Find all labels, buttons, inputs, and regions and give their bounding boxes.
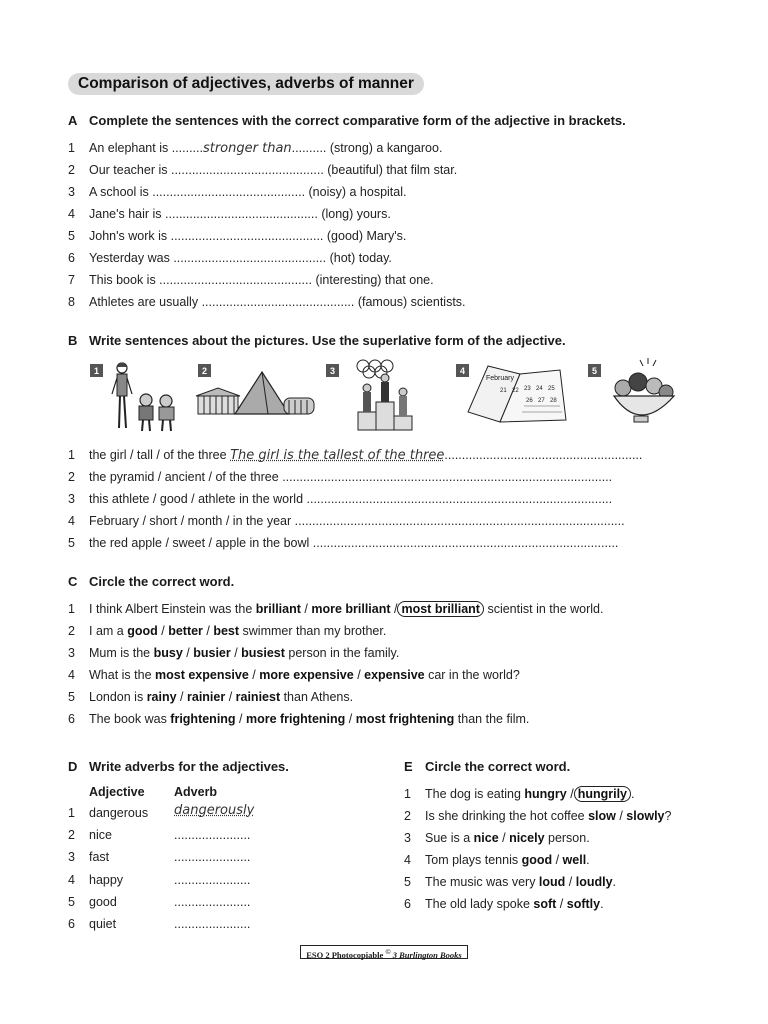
- svg-text:24: 24: [536, 386, 543, 392]
- svg-text:3: 3: [329, 366, 336, 376]
- option-2[interactable]: softly: [566, 897, 601, 911]
- exercise-b-item-3: [68, 492, 748, 508]
- option-2[interactable]: well: [562, 853, 587, 867]
- adjective-column-header: Adjective: [89, 785, 145, 799]
- item-number: 5: [68, 536, 75, 550]
- adjective: dangerous: [89, 806, 149, 820]
- exercise-a-item-2: [68, 163, 748, 179]
- item-text: Is she drinking the hot coffee slow / slowly?: [425, 809, 672, 823]
- item-number: 1: [68, 448, 75, 462]
- item-text: Mum is the busy / busier / busiest person in the family.: [89, 646, 400, 660]
- item-text: What is the most expensive / more expensive / expensive car in the world?: [89, 668, 520, 682]
- answer-blank[interactable]: ............................................: [173, 251, 327, 265]
- page-title: Comparison of adjectives, adverbs of manner: [68, 73, 424, 95]
- answer-blank[interactable]: ......................: [174, 917, 251, 931]
- section-letter: B: [68, 333, 78, 348]
- item-text: Jane's hair is ............................................ (long) yours.: [89, 207, 391, 221]
- item-number: 2: [68, 624, 75, 638]
- answer-blank[interactable]: ............................................: [159, 273, 312, 287]
- answer-blank[interactable]: ............................................: [152, 185, 306, 199]
- option-2[interactable]: better: [168, 624, 203, 638]
- item-number: 6: [404, 897, 411, 911]
- pictures-row: [88, 356, 688, 438]
- item-number: 3: [404, 831, 411, 845]
- option-3[interactable]: most frightening: [355, 712, 455, 726]
- option-1[interactable]: slow: [588, 809, 616, 823]
- section-letter: C: [68, 574, 78, 589]
- section-letter: E: [404, 759, 413, 774]
- section-instruction: Write sentences about the pictures. Use the superlative form of the adjective.: [89, 333, 566, 348]
- section-letter: A: [68, 113, 78, 128]
- item-number: 1: [68, 602, 75, 616]
- copyright-footer: [300, 945, 468, 959]
- answer-blank[interactable]: ............................................: [170, 163, 324, 177]
- item-number: 2: [404, 809, 411, 823]
- item-text: February / short / month / in the year ...............................................................................................: [89, 514, 625, 528]
- item-number: 1: [68, 806, 75, 820]
- exercise-e-item-2: [404, 809, 744, 825]
- item-text: An elephant is .........stronger than.......... (strong) a kangaroo.: [89, 141, 443, 156]
- picture-2-monuments-illustration: [196, 364, 314, 414]
- item-number: 7: [68, 273, 75, 287]
- exercise-d-item-1: [68, 803, 368, 824]
- exercise-b-item-2: [68, 470, 748, 486]
- exercise-d-item-6: [68, 917, 368, 933]
- svg-text:27: 27: [538, 398, 545, 404]
- svg-text:2: 2: [201, 366, 208, 376]
- exercise-e-item-6: [404, 897, 744, 913]
- exercise-a-item-5: [68, 229, 748, 245]
- section-c-heading: [68, 574, 748, 590]
- item-text: the red apple / sweet / apple in the bowl ........................................................................................: [89, 536, 619, 550]
- item-text: A school is ............................................ (noisy) a hospital.: [89, 185, 407, 199]
- handwritten-answer: dangerously: [174, 803, 255, 818]
- answer-blank[interactable]: ............................................: [170, 229, 324, 243]
- option-1[interactable]: frightening: [170, 712, 236, 726]
- option-1[interactable]: rainy: [146, 690, 177, 704]
- svg-text:26: 26: [526, 398, 533, 404]
- adjective: fast: [89, 850, 110, 864]
- item-text: The old lady spoke soft / softly.: [425, 897, 604, 911]
- item-number: 5: [404, 875, 411, 889]
- adjective: happy: [89, 873, 124, 887]
- item-text: Tom plays tennis good / well.: [425, 853, 590, 867]
- option-1[interactable]: brilliant: [255, 602, 301, 616]
- item-number: 1: [68, 141, 75, 155]
- item-text: The dog is eating hungry / hungrily .: [425, 787, 635, 801]
- item-text: this athlete / good / athlete in the world ........................................................................................: [89, 492, 613, 506]
- copyright-mark: ©: [385, 948, 391, 956]
- option-2[interactable]: more brilliant: [311, 602, 391, 616]
- item-number: 3: [68, 492, 75, 506]
- item-text: The music was very loud / loudly.: [425, 875, 617, 889]
- exercise-a-item-3: [68, 185, 748, 201]
- section-b-heading: [68, 333, 748, 349]
- picture-5-fruit-bowl-illustration: [588, 358, 674, 422]
- picture-4-calendar-illustration: [456, 364, 566, 422]
- section-instruction: Circle the correct word.: [425, 759, 571, 774]
- answer-blank[interactable]: ........................................................................................: [306, 492, 613, 506]
- option-2[interactable]: rainier: [187, 690, 226, 704]
- item-number: 4: [68, 873, 75, 887]
- footer-text: ESO 2 Photocopiable: [306, 949, 384, 960]
- exercise-e-item-1: [404, 787, 744, 805]
- option-3[interactable]: busiest: [241, 646, 285, 660]
- item-number: 6: [68, 917, 75, 931]
- item-number: 2: [68, 163, 75, 177]
- item-number: 3: [68, 185, 75, 199]
- adjective: good: [89, 895, 117, 909]
- item-number: 5: [68, 895, 75, 909]
- adverb-column-header: Adverb: [174, 785, 218, 799]
- answer-blank[interactable]: ...............................................................................................: [294, 514, 625, 528]
- adjective: quiet: [89, 917, 117, 931]
- exercise-d-item-4: [68, 873, 368, 889]
- item-number: 2: [68, 470, 75, 484]
- item-text: Athletes are usually ............................................ (famous) scientists.: [89, 295, 466, 309]
- item-number: 5: [68, 690, 75, 704]
- item-number: 8: [68, 295, 75, 309]
- item-text: London is rainy / rainier / rainiest than Athens.: [89, 690, 354, 704]
- exercise-c-item-5: [68, 690, 748, 706]
- answer-blank[interactable]: ............................................: [165, 207, 318, 221]
- item-text: I am a good / better / best swimmer than my brother.: [89, 624, 387, 638]
- section-d-heading: [68, 759, 368, 775]
- answer-blank[interactable]: ......................: [174, 895, 251, 909]
- footer-publisher: 3 Burlington Books: [392, 949, 462, 960]
- section-e-heading: [404, 759, 744, 775]
- exercise-d-item-3: [68, 850, 368, 866]
- answer-blank[interactable]: ...............................................................................................: [282, 470, 613, 484]
- section-letter: D: [68, 759, 78, 774]
- item-number: 1: [404, 787, 411, 801]
- section-instruction: Complete the sentences with the correct comparative form of the adjective in brackets.: [89, 113, 626, 128]
- option-1[interactable]: soft: [533, 897, 557, 911]
- exercise-c-item-6: [68, 712, 748, 728]
- item-text: I think Albert Einstein was the brilliant / more brilliant / most brilliant scientist in the world.: [89, 602, 604, 616]
- option-1[interactable]: nice: [473, 831, 499, 845]
- item-number: 6: [68, 251, 75, 265]
- exercise-b-item-5: [68, 536, 748, 552]
- item-number: 6: [68, 712, 75, 726]
- exercise-e-item-5: [404, 875, 744, 891]
- svg-text:22: 22: [512, 388, 519, 394]
- option-1[interactable]: good: [521, 853, 553, 867]
- picture-1-people-illustration: [90, 363, 174, 432]
- answer-blank[interactable]: ......................: [174, 850, 251, 864]
- item-number: 2: [68, 828, 75, 842]
- option-1[interactable]: hungry: [524, 787, 567, 801]
- exercise-e-item-4: [404, 853, 744, 869]
- answer-blank[interactable]: ........................................................................................: [312, 536, 619, 550]
- exercise-e-item-3: [404, 831, 744, 847]
- exercise-a-item-1: [68, 141, 748, 157]
- exercise-c-item-4: [68, 668, 748, 684]
- exercise-c-item-1: [68, 602, 748, 620]
- exercise-a-item-6: [68, 251, 748, 267]
- item-text: The book was frightening / more frightening / most frightening than the film.: [89, 712, 530, 726]
- exercise-c-item-3: [68, 646, 748, 662]
- handwritten-answer: The girl is the tallest of the three: [230, 448, 445, 463]
- svg-text:5: 5: [591, 366, 598, 376]
- option-3[interactable]: best: [213, 624, 240, 638]
- option-2-circled[interactable]: hungrily: [574, 786, 631, 802]
- svg-text:23: 23: [524, 386, 531, 392]
- item-text: This book is ............................................ (interesting) that one.: [89, 273, 434, 287]
- answer-blank[interactable]: ......................: [174, 828, 251, 842]
- item-text: Yesterday was ............................................ (hot) today.: [89, 251, 392, 265]
- answer-blank[interactable]: ............................................: [201, 295, 355, 309]
- option-2[interactable]: busier: [193, 646, 231, 660]
- svg-text:1: 1: [93, 366, 100, 376]
- adjective: nice: [89, 828, 112, 842]
- item-text: the pyramid / ancient / of the three ...............................................................................................: [89, 470, 613, 484]
- item-text: Our teacher is ............................................ (beautiful) that film star.: [89, 163, 458, 177]
- item-text: John's work is ............................................ (good) Mary's.: [89, 229, 407, 243]
- item-number: 3: [68, 850, 75, 864]
- option-1[interactable]: loud: [538, 875, 566, 889]
- item-number: 5: [68, 229, 75, 243]
- section-instruction: Circle the correct word.: [89, 574, 235, 589]
- section-a-heading: [68, 113, 748, 129]
- option-2[interactable]: more frightening: [245, 712, 346, 726]
- answer-blank[interactable]: ......................: [174, 873, 251, 887]
- exercise-d-item-2: [68, 828, 368, 844]
- option-2[interactable]: slowly: [626, 809, 665, 823]
- option-2[interactable]: nicely: [509, 831, 545, 845]
- exercise-a-item-4: [68, 207, 748, 223]
- item-number: 3: [68, 646, 75, 660]
- svg-text:4: 4: [459, 366, 466, 376]
- picture-3-podium-illustration: [326, 360, 412, 430]
- option-2[interactable]: more expensive: [259, 668, 354, 682]
- item-number: 4: [68, 514, 75, 528]
- option-3-circled[interactable]: most brilliant: [397, 601, 483, 617]
- item-text: the girl / tall / of the three The girl is the tallest of the three.........................................................: [89, 448, 643, 463]
- option-2[interactable]: loudly: [575, 875, 613, 889]
- option-3[interactable]: rainiest: [235, 690, 281, 704]
- svg-text:28: 28: [550, 398, 557, 404]
- exercise-d-item-5: [68, 895, 368, 911]
- exercise-a-item-8: [68, 295, 748, 311]
- option-1[interactable]: most expensive: [155, 668, 249, 682]
- item-number: 4: [68, 668, 75, 682]
- exercise-b-item-1: [68, 448, 748, 466]
- option-1[interactable]: busy: [153, 646, 183, 660]
- section-instruction: Write adverbs for the adjectives.: [89, 759, 289, 774]
- svg-text:February: February: [486, 375, 515, 382]
- handwritten-answer: stronger than: [202, 141, 292, 156]
- svg-text:25: 25: [548, 386, 555, 392]
- item-number: 4: [404, 853, 411, 867]
- svg-text:21: 21: [500, 388, 507, 394]
- item-number: 4: [68, 207, 75, 221]
- exercise-c-item-2: [68, 624, 748, 640]
- exercise-a-item-7: [68, 273, 748, 289]
- exercise-b-item-4: [68, 514, 748, 530]
- option-3[interactable]: expensive: [364, 668, 425, 682]
- option-1[interactable]: good: [127, 624, 158, 638]
- item-text: Sue is a nice / nicely person.: [425, 831, 590, 845]
